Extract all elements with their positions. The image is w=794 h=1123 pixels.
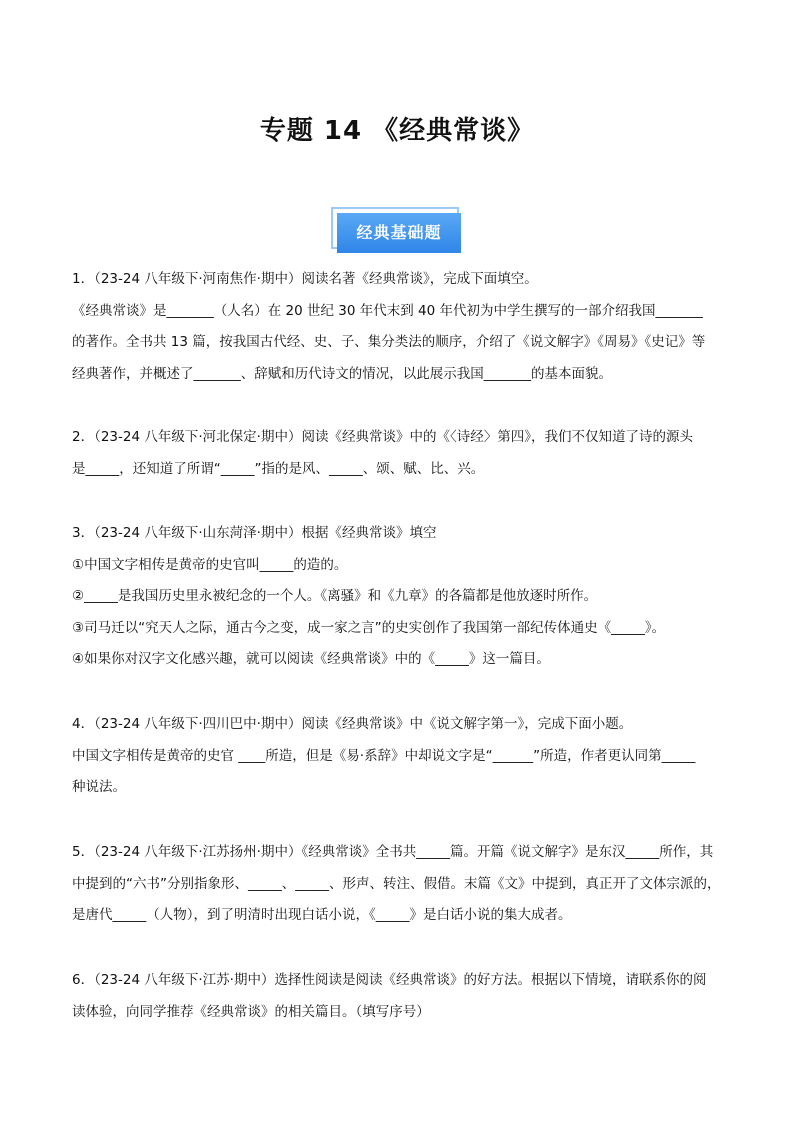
question-line: 读体验，向同学推荐《经典常谈》的相关篇目。（填写序号）	[72, 1003, 430, 1020]
question-line: ②_____是我国历史里永被纪念的一个人。《离骚》和《九章》的各篇都是他放逐时所作。	[72, 588, 598, 604]
question-head: 5．（23-24 八年级下·江苏扬州·期中）《经典常谈》全书共_____篇。开篇《说文解字》是东汉_____所作，其	[72, 844, 714, 860]
question-6	[72, 965, 728, 1028]
question-line: 种说法。	[72, 779, 126, 795]
question-4	[72, 709, 728, 804]
question-line: 中提到的“六书”分别指象形、_____、_____、形声、转注、假借。末篇《文》中提到，真正开了文体宗派的，	[72, 875, 721, 892]
page-title: 专题 14 《经典常谈》	[259, 116, 535, 146]
question-line: ③司马迁以“究天人之际，通古今之变，成一家之言”的史实创作了我国第一部纪传体通史《_____》。	[72, 619, 666, 636]
question-line: 中国文字相传是黄帝的史官 ____所造，但是《易·系辞》中却说文字是“______”所造，作者更认同第_____	[72, 747, 696, 764]
question-line: 是_____，还知道了所谓“_____”指的是风、_____、颂、赋、比、兴。	[72, 460, 485, 477]
question-line: 经典著作，并概述了_______、辞赋和历代诗文的情况，以此展示我国_______的基本面貌。	[72, 365, 612, 382]
question-2	[72, 422, 728, 485]
question-3	[72, 518, 728, 676]
question-line: ④如果你对汉字文化感兴趣，就可以阅读《经典常谈》中的《_____》这一篇目。	[72, 651, 550, 667]
question-head: 3．（23-24 八年级下·山东菏泽·期中）根据《经典常谈》填空	[72, 525, 437, 541]
question-line: 的著作。全书共 13 篇，按我国古代经、史、子、集分类法的顺序，介绍了《说文解字》《周易》《史记》等	[72, 334, 706, 350]
question-line: 《经典常谈》是_______（人名）在 20 世纪 30 年代末到 40 年代初为中学生撰写的一部介绍我国_______	[72, 302, 703, 319]
question-line: ①中国文字相传是黄帝的史官叫_____的造的。	[72, 556, 348, 573]
question-head: 4．（23-24 八年级下·四川巴中·期中）阅读《经典常谈》中《说文解字第一》，完成下面小题。	[72, 716, 633, 732]
question-head: 2．（23-24 八年级下·河北保定·期中）阅读《经典常谈》中的《〈诗经〉第四》，我们不仅知道了诗的源头	[72, 429, 693, 445]
question-head: 6．（23-24 八年级下·江苏·期中）选择性阅读是阅读《经典常谈》的好方法。根据以下情境，请联系你的阅	[72, 972, 707, 988]
question-head: 1．（23-24 八年级下·河南焦作·期中）阅读名著《经典常谈》，完成下面填空。	[72, 271, 538, 287]
question-1	[72, 264, 728, 390]
question-line: 是唐代_____（人物），到了明清时出现白话小说，《_____》是白话小说的集大成者。	[72, 907, 572, 923]
section-label: 经典基础题	[337, 213, 461, 253]
question-5	[72, 837, 728, 932]
section-banner	[331, 207, 463, 255]
